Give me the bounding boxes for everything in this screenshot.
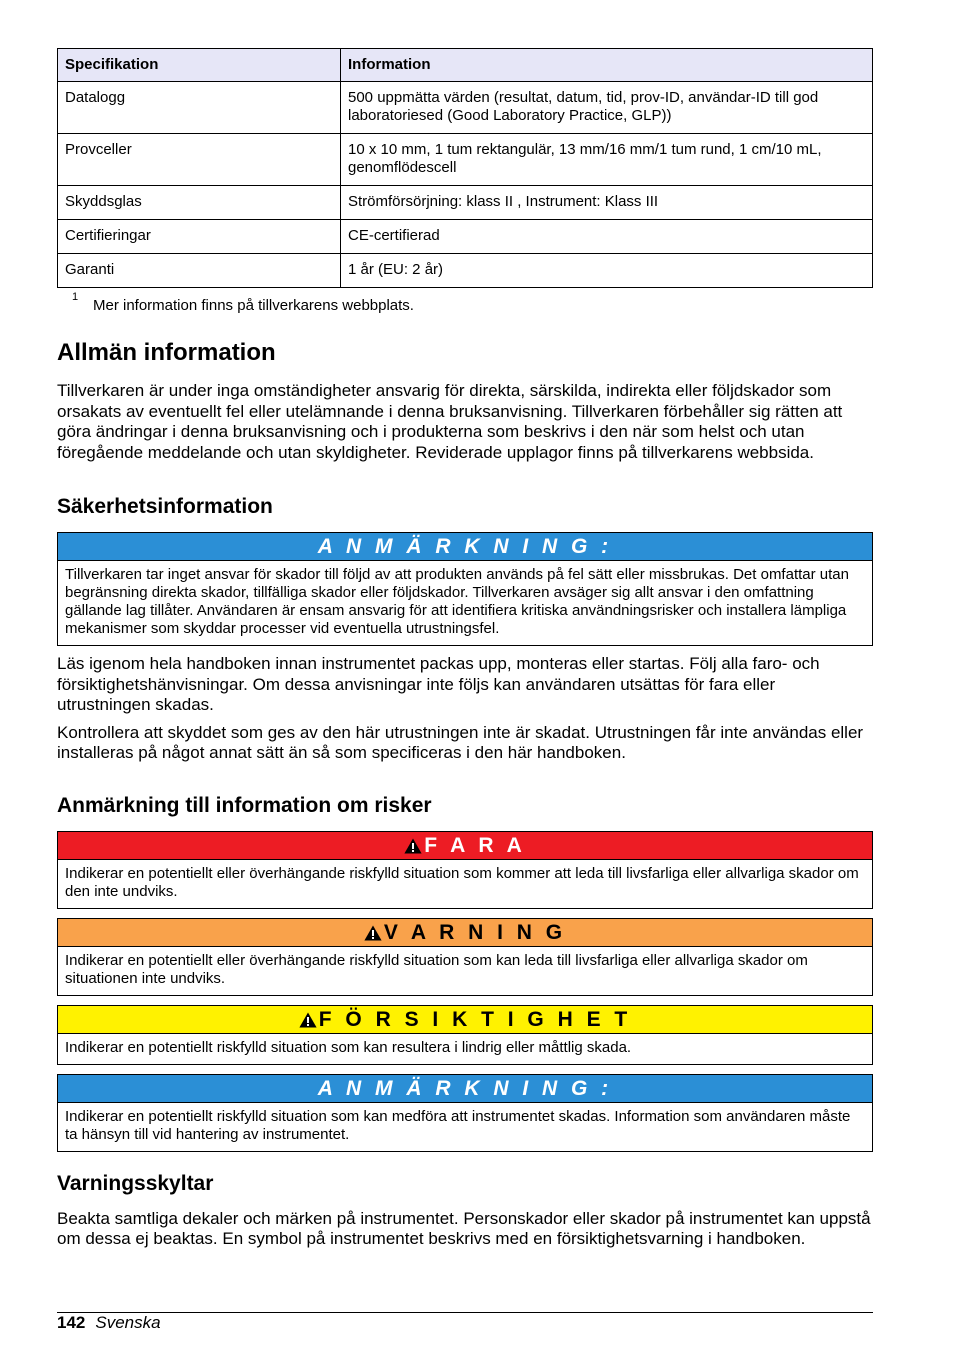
table-header-row bbox=[58, 49, 873, 82]
warning-triangle-icon bbox=[299, 1008, 317, 1035]
column-header: Information bbox=[341, 49, 873, 82]
footnote-text: Mer information finns på tillverkarens webbplats. bbox=[93, 297, 414, 314]
table-cell: Garanti bbox=[58, 254, 341, 288]
warning-triangle-icon bbox=[364, 921, 382, 948]
notice-box bbox=[57, 1074, 873, 1152]
general-info-heading: Allmän information bbox=[57, 339, 276, 366]
general-info-text: Tillverkaren är under inga omständigheter ansvarig för direkta, särskilda, indirekta eller följdskador som orsakats av eventuellt fel eller utelämnande i denna bruksanvisning. Tillverkaren förbehåller sig rätten att göra ändringar i denna bruksanvisning och i produkterna som beskrivs i den när som helst och utan föregående meddelande och utan skyldigheter. Reviderade upplagor finns på tillverkarens webbsida. bbox=[57, 381, 843, 462]
spec-table bbox=[57, 48, 873, 288]
warning-header bbox=[58, 919, 872, 947]
danger-header bbox=[58, 832, 872, 860]
table-cell: 500 uppmätta värden (resultat, datum, tid, prov-ID, användar-ID till god laboratoriesed (Good Laboratory Practice, GLP)) bbox=[341, 82, 873, 134]
table-cell: Provceller bbox=[58, 134, 341, 186]
safety-info-heading: Säkerhetsinformation bbox=[57, 495, 273, 518]
notice-text: Indikerar en potentiellt riskfylld situation som kan medföra att instrumentet skadas. Information som användaren måste ta hänsyn till vid hantering av instrumentet. bbox=[65, 1107, 851, 1143]
table-cell: Certifieringar bbox=[58, 220, 341, 254]
caution-header bbox=[58, 1006, 872, 1034]
warning-text: Indikerar en potentiellt eller överhängande riskfylld situation som kan leda till livsfarliga eller allvarliga skador om situationen inte undviks. bbox=[65, 951, 808, 987]
table-cell: Datalogg bbox=[58, 82, 341, 134]
warning-triangle-icon bbox=[404, 834, 422, 861]
warning-box bbox=[57, 918, 873, 996]
safety-notice-box bbox=[57, 532, 873, 646]
page-content bbox=[57, 48, 873, 1250]
column-header: Specifikation bbox=[58, 49, 341, 82]
table-cell: Strömförsörjning: klass II , Instrument: Klass III bbox=[341, 186, 873, 220]
caution-box bbox=[57, 1005, 873, 1065]
table-row bbox=[58, 186, 873, 220]
safety-paragraph-1: Läs igenom hela handboken innan instrumentet packas upp, monteras eller startas. Följ alla faro- och försiktighetshänvisningar. Om dessa anvisningar inte följs kan användaren utsättas för fara eller utrustningen skadas. bbox=[57, 654, 820, 714]
table-row bbox=[58, 254, 873, 288]
footnote-mark: 1 bbox=[72, 291, 79, 303]
table-cell: 10 x 10 mm, 1 tum rektangulär, 13 mm/16 mm/1 tum rund, 1 cm/10 mL, genomflödescell bbox=[341, 134, 873, 186]
table-footnote bbox=[72, 291, 873, 314]
table-row bbox=[58, 220, 873, 254]
safety-paragraph-2: Kontrollera att skyddet som ges av den här utrustningen inte är skadat. Utrustningen får inte användas eller installeras på något annat sätt än så som specificeras i den här handboken. bbox=[57, 722, 864, 762]
table-row bbox=[58, 82, 873, 134]
table-cell: CE-certifierad bbox=[341, 220, 873, 254]
warning-label: V A R N I N G bbox=[383, 920, 567, 944]
notice-header: A N M Ä R K N I N G : bbox=[58, 533, 872, 561]
caution-label: F Ö R S I K T I G H E T bbox=[318, 1007, 632, 1031]
table-row bbox=[58, 134, 873, 186]
table-cell: 1 år (EU: 2 år) bbox=[341, 254, 873, 288]
caution-text: Indikerar en potentiellt riskfylld situation som kan resultera i lindrig eller måttlig skada. bbox=[65, 1038, 632, 1056]
warning-labels-heading: Varningsskyltar bbox=[57, 1171, 214, 1195]
table-cell: Skyddsglas bbox=[58, 186, 341, 220]
danger-label: F A R A bbox=[424, 833, 526, 857]
warning-labels-text: Beakta samtliga dekaler och märken på instrumentet. Personskador eller skador på instrumentet kan uppstå om dessa ej beaktas. En symbol på instrumentet beskrivs med en försiktighetsvarning i handboken. bbox=[57, 1208, 871, 1248]
notice-header: A N M Ä R K N I N G : bbox=[58, 1075, 872, 1103]
danger-box bbox=[57, 831, 873, 909]
danger-text: Indikerar en potentiellt eller överhängande riskfylld situation som kommer att leda till livsfarliga eller allvarliga skador om den inte undviks. bbox=[65, 864, 859, 900]
notice-text: Tillverkaren tar inget ansvar för skador till följd av att produkten används på fel sätt eller missbrukas. Det omfattar utan begränsning direkta skador, tillfälliga skador eller följdskador. Tillverkaren avsäger sig allt ansvar i den omfattning gällande lag tillåter. Användaren är ensam ansvarig för att identifiera kritiska användningsrisker och installera lämpliga mekanismer som skyddar processer vid eventuella utrustningsfel. bbox=[65, 566, 849, 637]
page-number: 142 bbox=[57, 1313, 86, 1332]
hazard-info-heading: Anmärkning till information om risker bbox=[57, 793, 432, 817]
footer-language: Svenska bbox=[95, 1313, 161, 1332]
page-footer bbox=[57, 1312, 873, 1333]
